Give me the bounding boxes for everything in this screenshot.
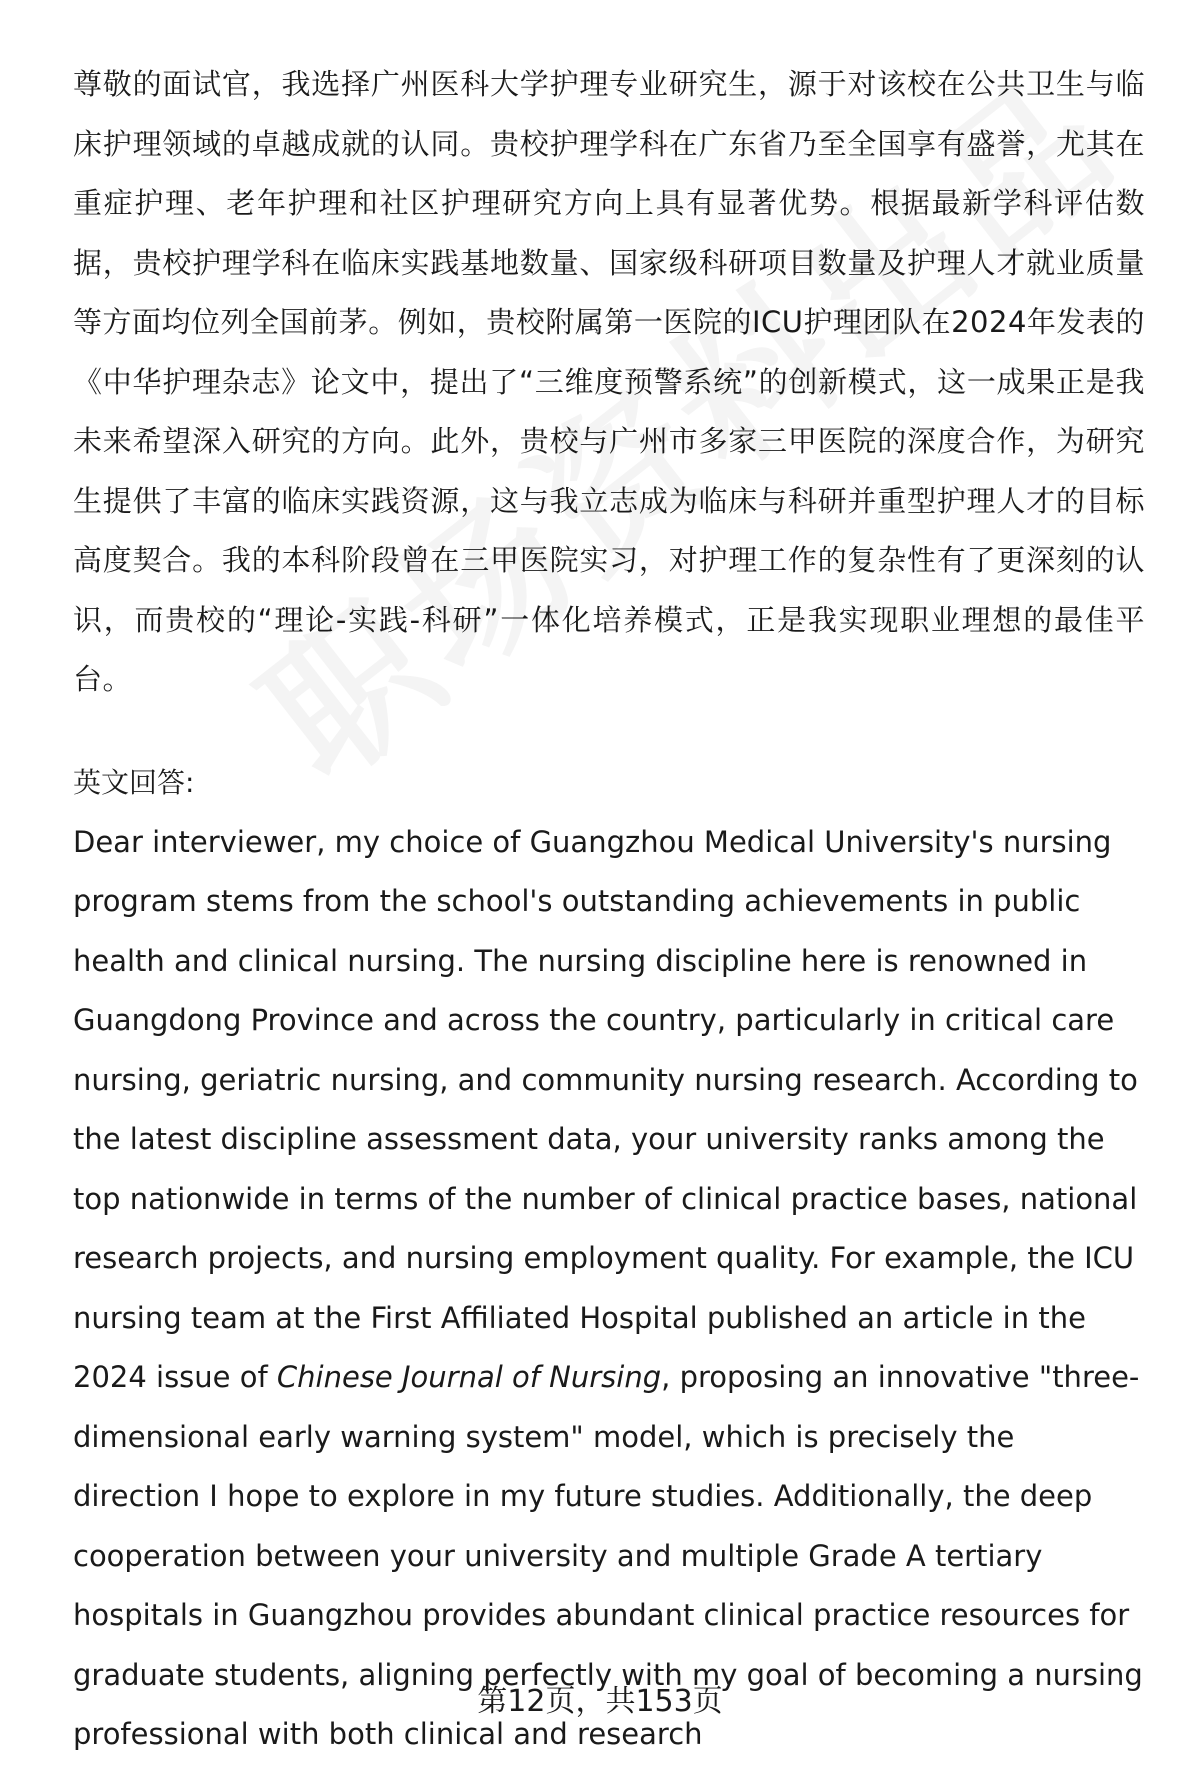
journal-title: Chinese Journal of Nursing (276, 1360, 662, 1394)
english-answer-part-1: Dear interviewer, my choice of Guangzhou Medical University's nursing program stems from the school's outstanding achievements in public health and clinical nursing. The nursing discipline here is renowned in Guangdong Province and across the country, particularly in critical care nursing, geriatric nursing, and community nursing research. According to the latest discipline assessment data, your university ranks among the top nationwide in terms of the number of clinical practice bases, national research projects, and nursing employment quality. For example, the ICU nursing team at the First Affiliated Hospital published an article in the 2024 issue of (73, 824, 1138, 1394)
english-answer-heading: 英文回答: (73, 765, 195, 799)
page-number-footer: 第12页，共153页 (477, 1684, 723, 1719)
english-answer-part-2: , proposing an innovative "three-dimensional early warning system" model, which is precisely the direction I hope to explore in my future studies. Additionally, the deep cooperation between your university and multiple Grade A tertiary hospitals in Guangzhou provides abundant clinical practice resources for graduate students, aligning perfectly with my goal of becoming a nursing professional with both clinical and research (73, 1360, 1143, 1751)
english-answer-paragraph (73, 813, 1145, 1765)
chinese-answer-paragraph: 尊敬的面试官，我选择广州医科大学护理专业研究生，源于对该校在公共卫生与临床护理领域的卓越成就的认同。贵校护理学科在广东省乃至全国享有盛誉，尤其在重症护理、老年护理和社区护理研究方向上具有显著优势。根据最新学科评估数据，贵校护理学科在临床实践基地数量、国家级科研项目数量及护理人才就业质量等方面均位列全国前茅。例如，贵校附属第一医院的ICU护理团队在2024年发表的《中华护理杂志》论文中，提出了“三维度预警系统”的创新模式，这一成果正是我未来希望深入研究的方向。此外，贵校与广州市多家三甲医院的深度合作，为研究生提供了丰富的临床实践资源，这与我立志成为临床与科研并重型护理人才的目标高度契合。我的本科阶段曾在三甲医院实习，对护理工作的复杂性有了更深刻的认识，而贵校的“理论-实践-科研”一体化培养模式，正是我实现职业理想的最佳平台。 (73, 67, 1145, 696)
